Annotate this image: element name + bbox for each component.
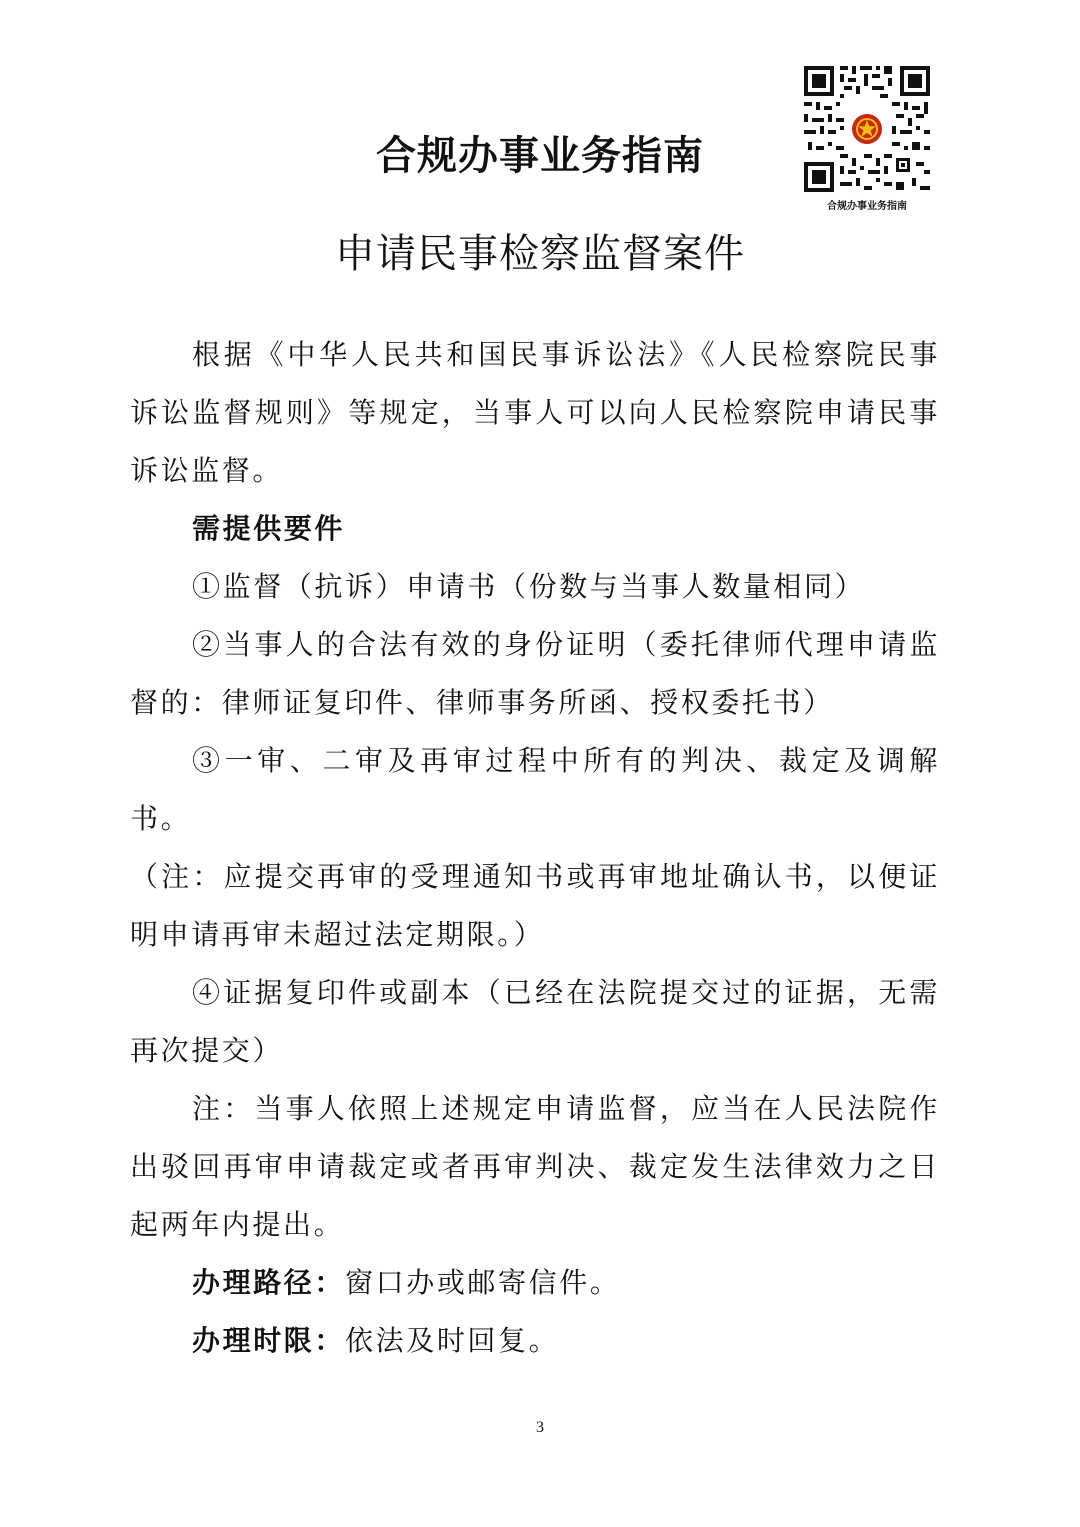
deadline-note: 注：当事人依照上述规定申请监督，应当在人民法院作出驳回再审申请裁定或者再审判决、裁定发生法律效力之日起两年内提出。: [130, 1092, 940, 1241]
requirements-heading: 需提供要件: [192, 512, 346, 545]
requirement-item-3-note: （注：应提交再审的受理通知书或再审地址确认书，以便证明申请再审未超过法定期限。）: [130, 860, 940, 951]
page-title: 合规办事业务指南: [376, 133, 704, 179]
procedure-path-value: 窗口办或邮寄信件。: [345, 1266, 621, 1299]
page-subtitle: 申请民事检察监督案件: [335, 231, 745, 277]
page-number: 3: [536, 1419, 544, 1436]
document-body: [130, 326, 940, 1370]
procedure-time-label: 办理时限：: [192, 1324, 346, 1357]
intro-paragraph: 根据《中华人民共和国民事诉讼法》《人民检察院民事诉讼监督规则》等规定，当事人可以向人民检察院申请民事诉讼监督。: [130, 338, 940, 487]
procedure-time: [130, 1312, 940, 1370]
procedure-time-value: 依法及时回复。: [345, 1324, 560, 1357]
requirement-item-3: ③一审、二审及再审过程中所有的判决、裁定及调解书。: [130, 744, 940, 835]
requirement-item-2: ②当事人的合法有效的身份证明（委托律师代理申请监督的：律师证复印件、律师事务所函、授权委托书）: [130, 628, 940, 719]
qr-code-icon: [800, 62, 934, 196]
qr-block: [796, 62, 938, 218]
requirement-item-1: ①监督（抗诉）申请书（份数与当事人数量相同）: [192, 570, 866, 603]
procedure-path-label: 办理路径：: [192, 1266, 346, 1299]
procedure-path: [130, 1254, 940, 1312]
requirement-item-4: ④证据复印件或副本（已经在法院提交过的证据，无需再次提交）: [130, 976, 940, 1067]
qr-caption: 合规办事业务指南: [827, 201, 907, 212]
